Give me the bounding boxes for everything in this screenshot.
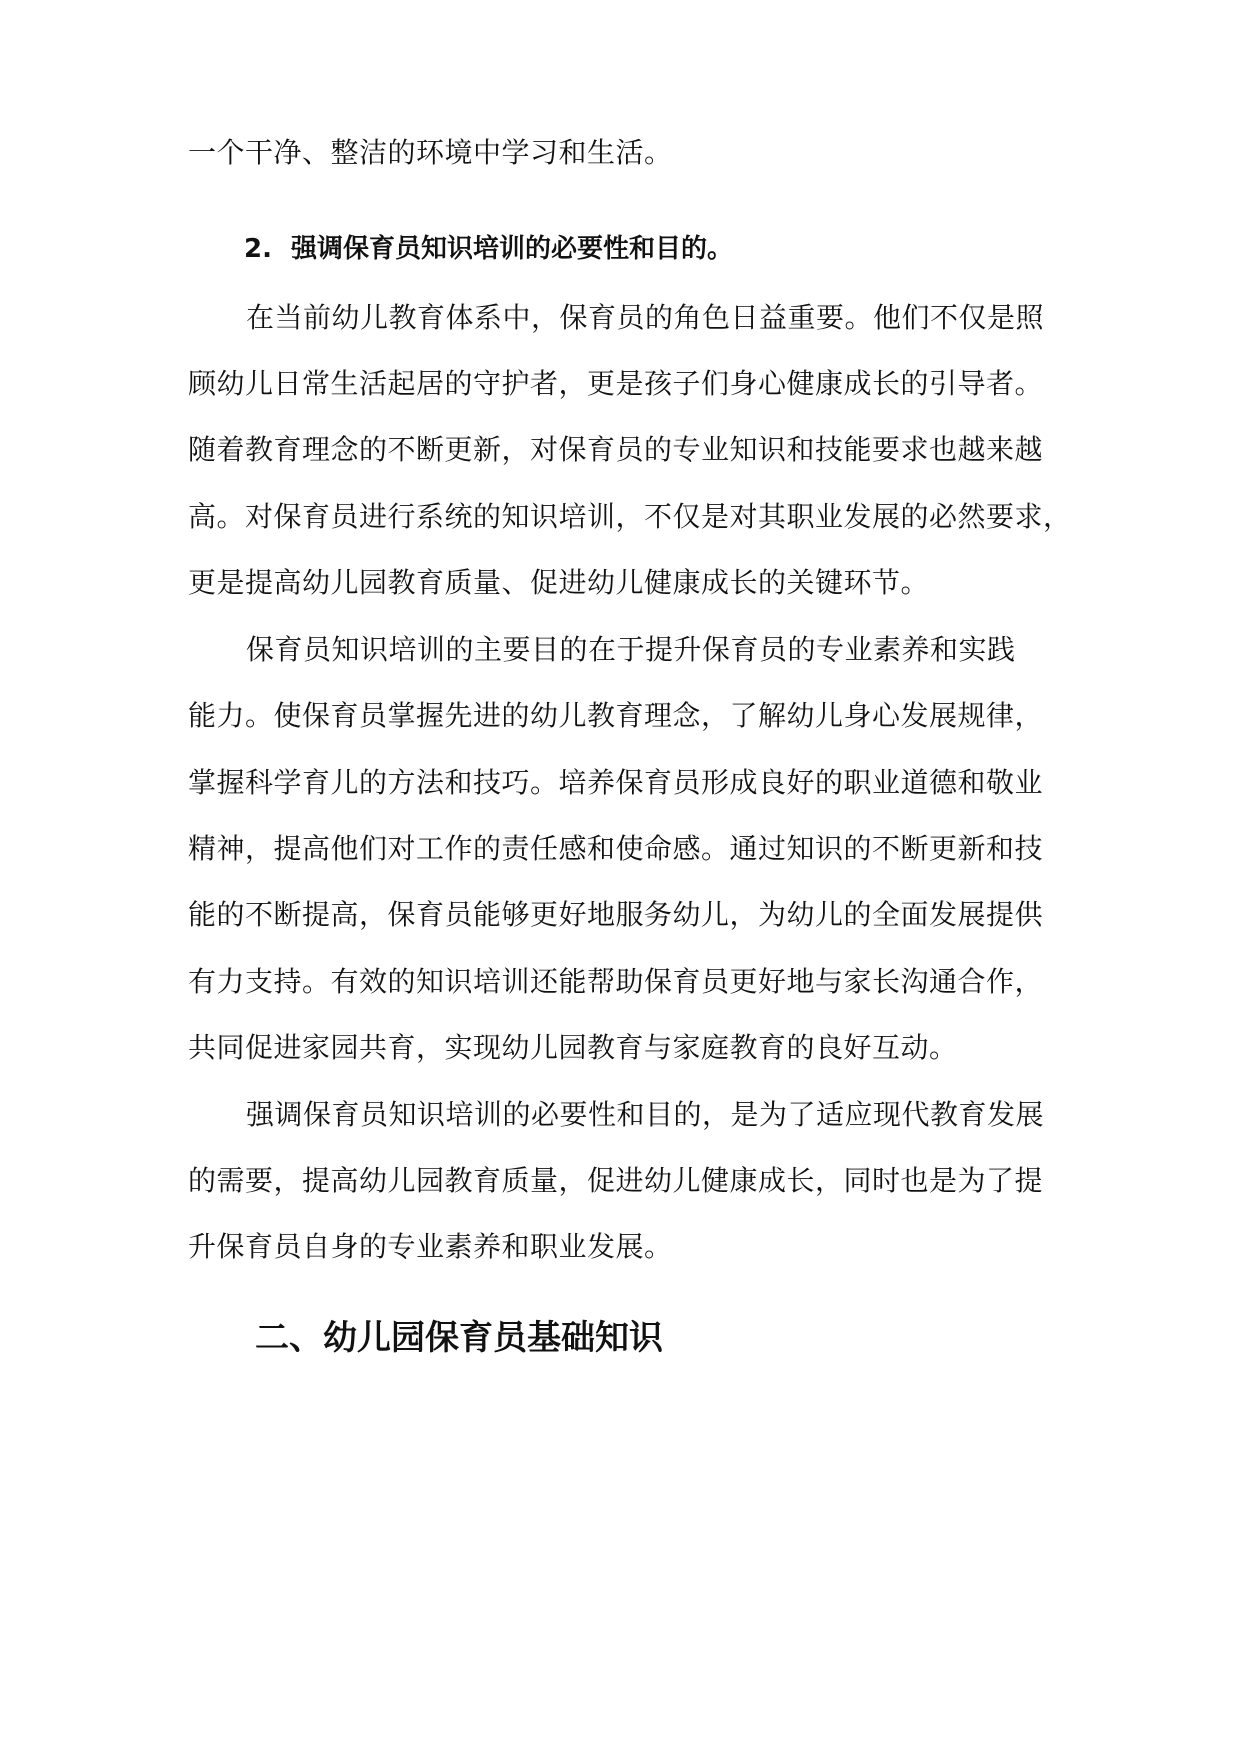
section-heading: 二、幼儿园保育员基础知识: [255, 1318, 663, 1358]
paragraph-line: 更是提高幼儿园教育质量、促进幼儿健康成长的关键环节。: [188, 566, 930, 599]
paragraph-line: 高。对保育员进行系统的知识培训，不仅是对其职业发展的必然要求，: [188, 500, 1072, 533]
paragraph-line: 顾幼儿日常生活起居的守护者，更是孩子们身心健康成长的引导者。: [188, 367, 1044, 400]
subsection-number: 2.: [244, 234, 272, 264]
paragraph-line: 升保育员自身的专业素养和职业发展。: [188, 1230, 673, 1263]
subsection-title: 强调保育员知识培训的必要性和目的。: [291, 234, 734, 264]
paragraph-line: 有力支持。有效的知识培训还能帮助保育员更好地与家长沟通合作，: [188, 965, 1044, 998]
paragraph-line: 精神，提高他们对工作的责任感和使命感。通过知识的不断更新和技: [188, 832, 1044, 865]
paragraph-line: 能力。使保育员掌握先进的幼儿教育理念，了解幼儿身心发展规律，: [188, 699, 1044, 732]
subsection-heading: [244, 229, 733, 269]
paragraph-line: 保育员知识培训的主要目的在于提升保育员的专业素养和实践: [246, 633, 1016, 666]
paragraph-line: 强调保育员知识培训的必要性和目的，是为了适应现代教育发展: [246, 1098, 1045, 1131]
paragraph-line: 共同促进家园共育，实现幼儿园教育与家庭教育的良好互动。: [188, 1031, 958, 1064]
paragraph-line: 能的不断提高，保育员能够更好地服务幼儿，为幼儿的全面发展提供: [188, 898, 1044, 931]
paragraph-line: 的需要，提高幼儿园教育质量，促进幼儿健康成长，同时也是为了提: [188, 1164, 1044, 1197]
paragraph-line: 掌握科学育儿的方法和技巧。培养保育员形成良好的职业道德和敬业: [188, 766, 1044, 799]
paragraph-line: 随着教育理念的不断更新，对保育员的专业知识和技能要求也越来越: [188, 433, 1044, 466]
paragraph-line: 在当前幼儿教育体系中，保育员的角色日益重要。他们不仅是照: [246, 301, 1045, 334]
continuation-line: 一个干净、整洁的环境中学习和生活。: [188, 136, 673, 169]
